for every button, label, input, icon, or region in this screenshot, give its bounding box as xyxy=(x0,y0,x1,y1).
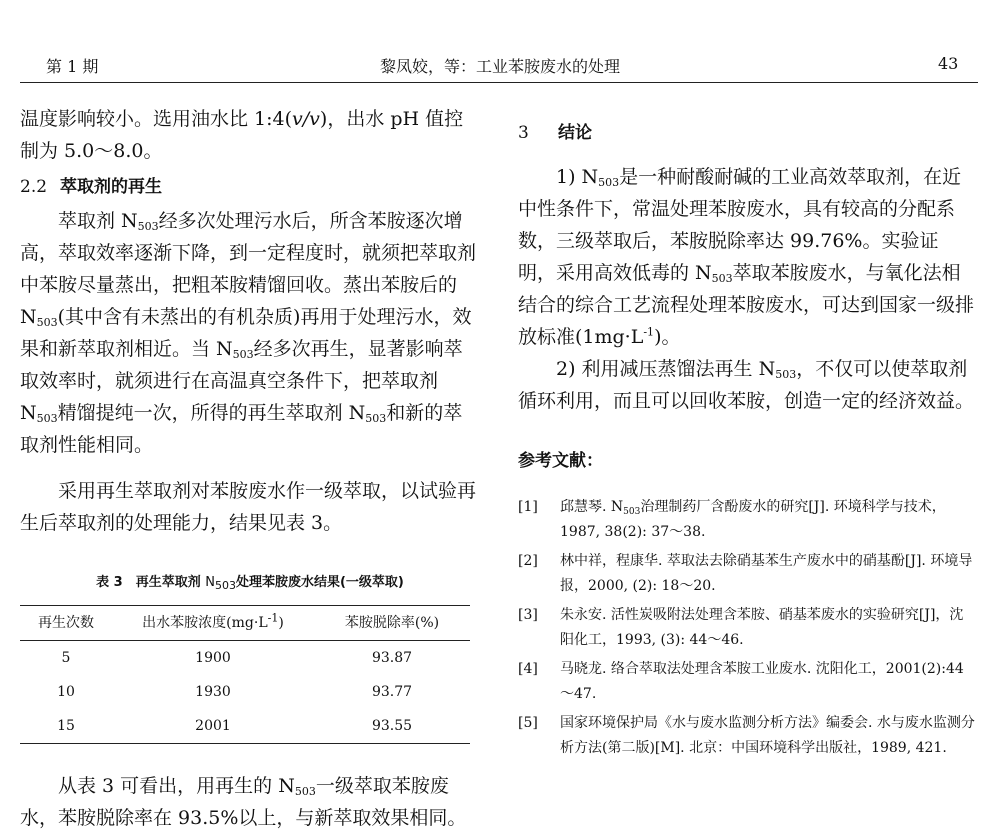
issue-label: 第 1 期 xyxy=(46,57,99,76)
page-number: 43 xyxy=(938,54,959,73)
table-row xyxy=(20,641,470,676)
n503: $N_{503}$ xyxy=(581,166,620,189)
table-cell: 10 xyxy=(57,684,75,700)
table-3-caption: 表 3 再生萃取剂 $N_{503}$处理苯胺废水结果(一级萃取) xyxy=(96,575,404,592)
table-cell: 15 xyxy=(20,709,112,744)
table-cell: 93.87 xyxy=(371,650,413,666)
table-header: 出水苯胺浓度$(mg\cdot L^{-1})$ xyxy=(112,606,314,641)
paragraph-regeneration: 萃取剂 $N_{503}$经多次处理污水后，所含苯胺逐次增高，萃取效率逐渐下降，到一定程度时，就须把萃取剂中苯胺尽量蒸出，把粗苯胺精馏回收。蒸出苯胺后的 $N_{503}$(其中含有未蒸出的有机杂质)再用于处理污水，效果和新萃取剂相近。当 $N_{503}$经多次再生，显著影响萃取效率时，就须进行在高温真空条件下，把萃取剂 $N_{503}$精馏提纯一次，所得的再生萃取剂 $N_{503}$和新的萃取剂性能相同。 xyxy=(20,210,477,456)
left-column xyxy=(20,103,480,834)
n503: $N_{503}$ xyxy=(695,262,733,285)
table-row xyxy=(20,709,470,744)
table-cell: 93.55 xyxy=(314,709,470,744)
reference-item: [5] 国家环境保护局《水与废水监测分析方法》编委会. 水与废水监测分析方法(第二版)[M]. 北京：中国环境科学出版社，1989, 421. xyxy=(518,715,975,756)
table-row xyxy=(20,675,470,709)
table-cell: 1900 xyxy=(195,650,231,666)
conclusion-1: 1) $N_{503}$是一种耐酸耐碱的工业高效萃取剂，在近中性条件下，常温处理苯胺废水，具有较高的分配系数，三级萃取后，苯胺脱除率达 99.76%。实验证明，采用高效低毒的 $N_{503}$萃取苯胺废水，与氧化法相结合的综合工艺流程处理苯胺废水，可达到国家一级排放标准$(1mg\cdot L^{-1})$。 xyxy=(518,166,975,348)
paragraph-test: 采用再生萃取剂对苯胺废水作一级萃取，以试验再生后萃取剂的处理能力，结果见表 3。 xyxy=(20,480,477,534)
section-2-2-heading: 2.2 萃取剂的再生 xyxy=(20,177,162,197)
reference-item: [3] 朱永安. 活性炭吸附法处理含苯胺、硝基苯废水的实验研究[J]，沈阳化工，1993, (3): 44～46. xyxy=(518,607,964,648)
n503: $N_{503}$ xyxy=(121,210,159,233)
table-header: 苯胺脱除率(%) xyxy=(314,606,470,641)
n503: $N_{503}$ xyxy=(278,775,316,798)
references-title: 参考文献： xyxy=(518,451,603,471)
n503: $N_{503}$ xyxy=(20,306,58,329)
n503: $N_{503}$ xyxy=(205,575,236,592)
n503: $N_{503}$ xyxy=(758,358,797,381)
table-cell: 93.77 xyxy=(371,684,413,700)
table-3 xyxy=(20,605,470,744)
right-column xyxy=(518,117,976,761)
table-header: 再生次数 xyxy=(20,606,112,641)
running-title: 黎凤姣，等：工业苯胺废水的处理 xyxy=(379,57,620,76)
table-cell: 1930 xyxy=(195,684,231,700)
paragraph-table-conclusion: 从表 3 可看出，用再生的 $N_{503}$一级萃取苯胺废水，苯胺脱除率在 93.5%以上，与新萃取效果相同。 xyxy=(20,775,467,829)
reference-item: [4] 马晓龙. 络合萃取法处理含苯胺工业废水. 沈阳化工，2001(2):44～47. xyxy=(518,661,964,702)
n503: $N_{503}$ xyxy=(216,338,254,361)
table-header-row xyxy=(20,606,470,641)
n503: $N_{503}$ xyxy=(348,402,387,425)
conclusion-2: 2) 利用减压蒸馏法再生 $N_{503}$，不仅可以使萃取剂循环利用，而且可以回收苯胺，创造一定的经济效益。 xyxy=(518,358,975,412)
references-list xyxy=(518,495,976,761)
n503: $N_{503}$ xyxy=(20,402,58,425)
header-rule xyxy=(20,82,978,83)
paragraph-top: 温度影响较小。选用油水比 1:4(v/v)，出水 pH 值控制为 5.0～8.0。 xyxy=(20,108,464,162)
reference-item: [1] 邱慧琴. $N_{503}$治理制药厂含酚废水的研究[J]. 环境科学与技术，1987, 38(2): 37～38. xyxy=(518,499,946,540)
table-cell: 5 xyxy=(61,650,71,666)
table-cell: 2001 xyxy=(112,709,314,744)
n503: $N_{503}$ xyxy=(610,499,641,517)
section-3-heading: 3 结论 xyxy=(518,123,592,143)
reference-item: [2] 林中祥，程康华. 萃取法去除硝基苯生产废水中的硝基酚[J]. 环境导报，2000, (2): 18～20. xyxy=(518,553,973,594)
